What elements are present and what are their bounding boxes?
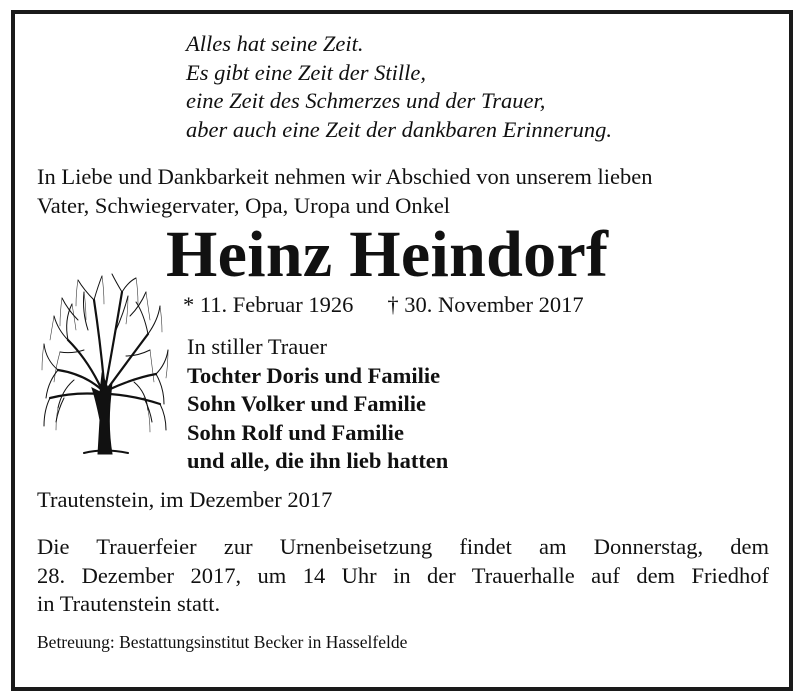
tree-icon: [38, 270, 170, 460]
funeral-home-credit: Betreuung: Bestattungsinstitut Becker in Hasselfelde: [37, 632, 408, 652]
intro-text: [37, 162, 652, 220]
poem-line: Alles hat seine Zeit.: [186, 31, 364, 56]
life-dates: [183, 290, 584, 320]
mourner-line: Tochter Doris und Familie: [187, 362, 441, 388]
service-line: in Trautenstein statt.: [37, 591, 221, 616]
mourner-line: Sohn Rolf und Familie: [187, 419, 404, 445]
birth-date: * 11. Februar 1926: [183, 292, 354, 317]
poem: [186, 30, 612, 144]
death-date: † 30. November 2017: [387, 292, 584, 317]
mourning-block: [187, 333, 448, 476]
deceased-name: Heinz Heindorf: [166, 218, 609, 291]
service-line: 28. Dezember 2017, um 14 Uhr in der Trauerhalle auf dem Friedhof: [37, 562, 769, 588]
mourning-heading: In stiller Trauer: [187, 334, 327, 359]
intro-line: In Liebe und Dankbarkeit nehmen wir Abschied von unserem lieben: [37, 164, 653, 189]
service-line: Die Trauerfeier zur Urnenbeisetzung findet am Donnerstag, dem: [37, 534, 769, 559]
mourner-line: und alle, die ihn lieb hatten: [187, 448, 449, 473]
place-and-date: Trautenstein, im Dezember 2017: [37, 487, 333, 512]
poem-line: eine Zeit des Schmerzes und der Trauer,: [186, 88, 546, 114]
poem-line: Es gibt eine Zeit der Stille,: [186, 59, 426, 85]
service-announcement: [37, 533, 769, 619]
poem-line: aber auch eine Zeit der dankbaren Erinnerung.: [186, 116, 612, 142]
intro-line: Vater, Schwiegervater, Opa, Uropa und Onkel: [37, 193, 451, 218]
mourner-line: Sohn Volker und Familie: [187, 391, 427, 416]
